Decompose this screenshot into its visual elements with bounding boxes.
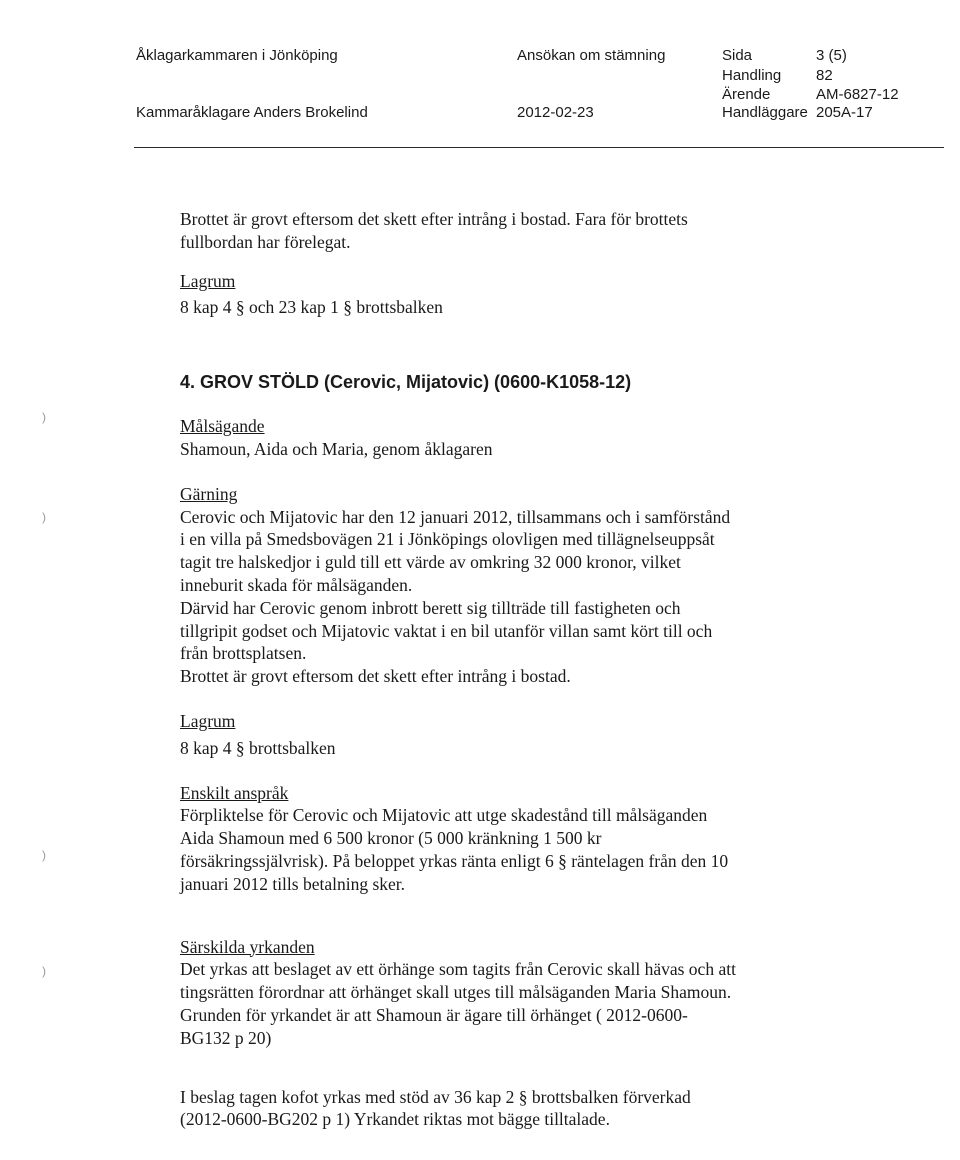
garning-heading: Gärning <box>180 483 238 504</box>
lagrum-heading: Lagrum <box>180 270 236 291</box>
lagrum-text: 8 kap 4 § och 23 kap 1 § brottsbalken <box>180 297 443 318</box>
section-title: 4. GROV STÖLD (Cerovic, Mijatovic) (0600-K1058-12) <box>180 372 632 393</box>
header-authority: Åklagarkammaren i Jönköping <box>136 47 338 64</box>
label-handling: Handling <box>722 67 782 84</box>
lagrum-text: 8 kap 4 § brottsbalken <box>180 737 336 758</box>
sarskilda-line: Grunden för yrkandet är att Shamoun är ägare till örhänget ( 2012-0600- <box>180 1004 688 1025</box>
ansprak-line: Förpliktelse för Cerovic och Mijatovic att utge skadestånd till målsäganden <box>180 805 708 826</box>
ansprak-line: januari 2012 tills betalning sker. <box>180 873 406 894</box>
beslag-line: I beslag tagen kofot yrkas med stöd av 36 kap 2 § brottsbalken förverkad <box>180 1086 691 1107</box>
header-divider <box>134 147 944 148</box>
garning-line: tagit tre halskedjor i guld till ett värde av omkring 32 000 kronor, vilket <box>180 552 681 573</box>
sarskilda-line: tingsrätten förordnar att örhänget skall utges till målsäganden Maria Shamoun. <box>180 982 732 1003</box>
garning-line: i en villa på Smedsbovägen 21 i Jönköpings olovligen med tillägnelseuppsåt <box>180 529 715 550</box>
margin-mark: ) <box>42 410 46 424</box>
malsagande-heading: Målsägande <box>180 416 265 437</box>
value-arende: AM-6827-12 <box>816 86 899 103</box>
sarskilda-heading: Särskilda yrkanden <box>180 936 315 957</box>
garning-line: inneburit skada för målsäganden. <box>180 574 413 595</box>
margin-mark: ) <box>42 510 46 524</box>
garning-line: tillgripit godset och Mijatovic vaktat i en bil utanför villan samt kört till och <box>180 620 713 641</box>
intro-line: fullbordan har förelegat. <box>180 231 351 252</box>
ansprak-line: försäkringssjälvrisk). På beloppet yrkas ränta enligt 6 § räntelagen från den 10 <box>180 850 729 871</box>
garning-line: Därvid har Cerovic genom inbrott berett sig tillträde till fastigheten och <box>180 597 681 618</box>
label-handlaggare: Handläggare <box>722 104 808 121</box>
lagrum-heading: Lagrum <box>180 710 236 731</box>
margin-mark: ) <box>42 848 46 862</box>
sarskilda-line: Det yrkas att beslaget av ett örhänge som tagits från Cerovic skall hävas och att <box>180 959 736 980</box>
ansprak-line: Aida Shamoun med 6 500 kronor (5 000 kränkning 1 500 kr <box>180 828 602 849</box>
garning-line: Brottet är grovt eftersom det skett efter intrång i bostad. <box>180 666 571 687</box>
intro-line: Brottet är grovt eftersom det skett efter intrång i bostad. Fara för brottets <box>180 209 688 229</box>
sarskilda-line: BG132 p 20) <box>180 1027 272 1048</box>
value-handlaggare: 205A-17 <box>816 104 873 121</box>
header-prosecutor: Kammaråklagare Anders Brokelind <box>136 104 368 121</box>
garning-line: från brottsplatsen. <box>180 643 307 664</box>
label-sida: Sida <box>722 47 753 64</box>
value-sida: 3 (5) <box>816 47 847 64</box>
margin-mark: ) <box>42 964 46 978</box>
header-date: 2012-02-23 <box>517 104 594 121</box>
label-arende: Ärende <box>722 86 771 103</box>
header-doc-type: Ansökan om stämning <box>517 47 666 64</box>
beslag-line: (2012-0600-BG202 p 1) Yrkandet riktas mot bägge tilltalade. <box>180 1109 610 1130</box>
garning-line: Cerovic och Mijatovic har den 12 januari 2012, tillsammans och i samförstånd <box>180 506 731 527</box>
value-handling: 82 <box>816 67 833 84</box>
malsagande-text: Shamoun, Aida och Maria, genom åklagaren <box>180 438 493 459</box>
document-body <box>180 208 820 1131</box>
ansprak-heading: Enskilt anspråk <box>180 782 289 803</box>
